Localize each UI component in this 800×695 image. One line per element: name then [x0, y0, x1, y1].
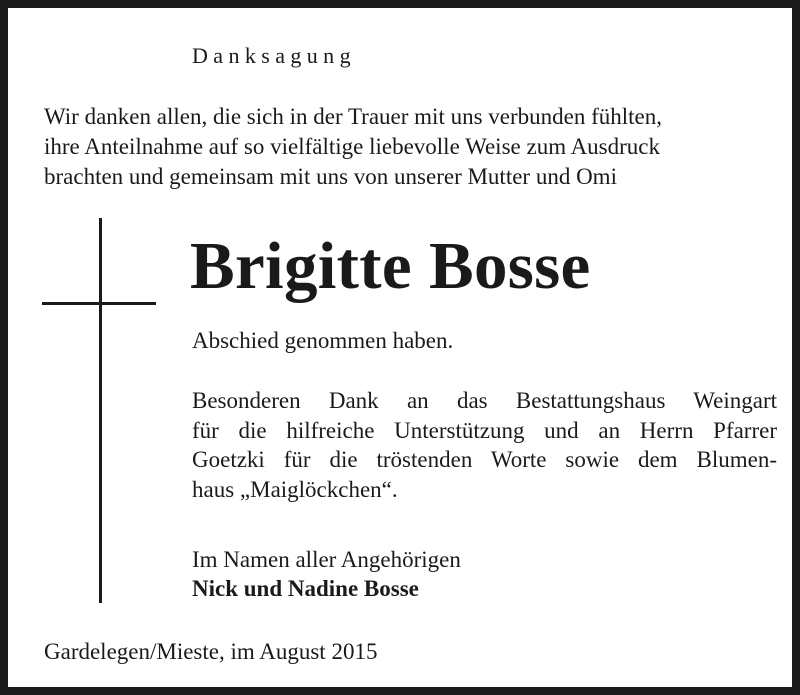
- intro-line: brachten und gemeinsam mit uns von unserer Mutter und Omi: [44, 164, 617, 189]
- cross-vertical-bar: [99, 218, 102, 603]
- deceased-name: Brigitte Bosse: [190, 229, 591, 303]
- farewell-text: Abschied genommen haben.: [192, 328, 454, 353]
- thanks-line: haus „Maiglöckchen“.: [192, 476, 398, 502]
- intro-line: ihre Anteilnahme auf so vielfältige liebevolle Weise zum Ausdruck: [44, 134, 660, 159]
- intro-text: [44, 102, 774, 192]
- intro-line: Wir danken allen, die sich in der Trauer mit uns verbunden fühlten,: [44, 104, 663, 129]
- family-intro: Im Namen aller Angehörigen: [192, 547, 461, 572]
- thanks-line: für die hilfreiche Unterstützung und an Herrn Pfarrer: [192, 417, 777, 443]
- thanks-line: Goetzki für die tröstenden Worte sowie dem Blumen-: [192, 447, 777, 472]
- cross-horizontal-bar: [42, 302, 156, 305]
- family-signature: [192, 545, 461, 603]
- thanks-line: Besonderen Dank an das Bestattungshaus Weingart: [192, 388, 777, 413]
- notice-heading: Danksagung: [192, 43, 356, 68]
- thanks-text: [192, 386, 777, 504]
- family-names: Nick und Nadine Bosse: [192, 576, 419, 601]
- place-date: Gardelegen/Mieste, im August 2015: [44, 639, 378, 664]
